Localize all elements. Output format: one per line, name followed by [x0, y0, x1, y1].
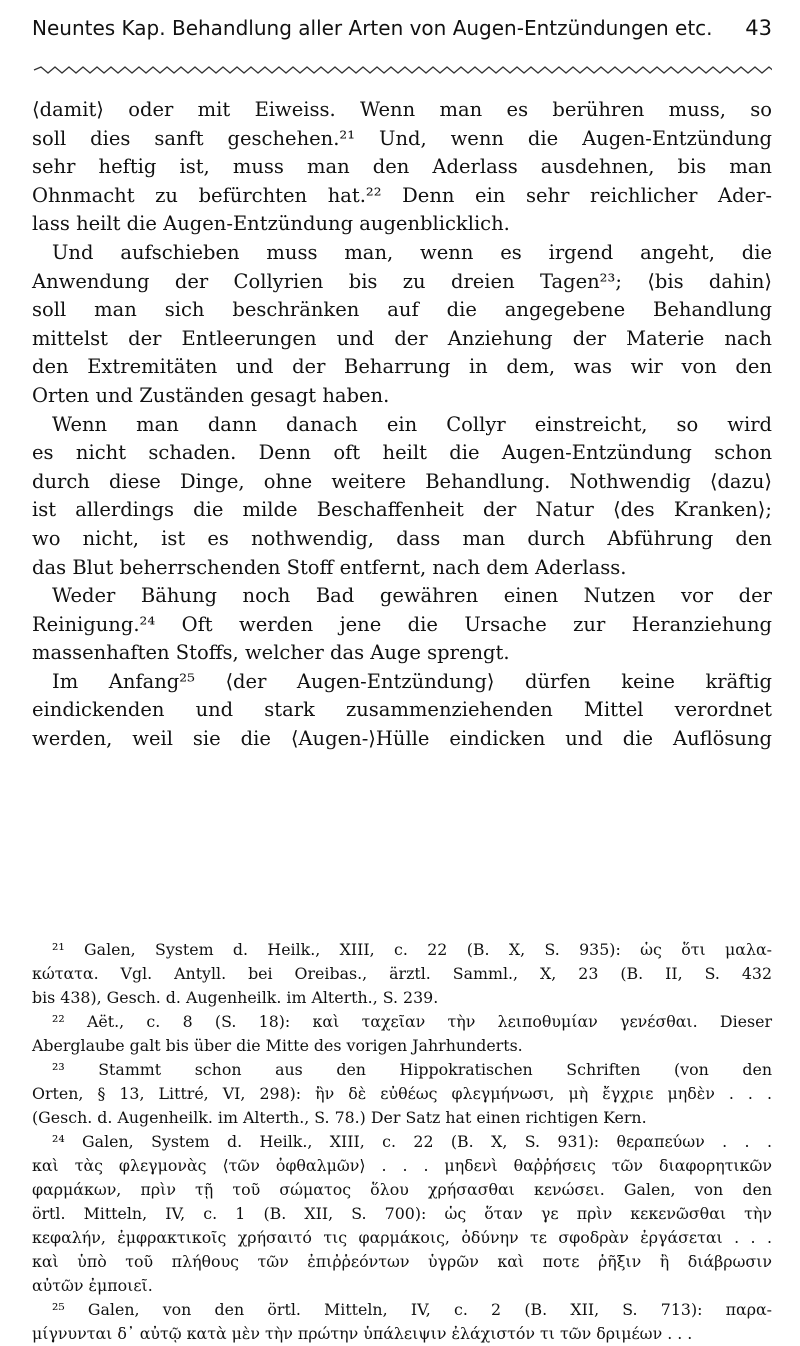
text-line: den Extremitäten und der Beharrung in dem, was wir von den [32, 355, 772, 379]
text-line: Wenn man dann danach ein Collyr einstreicht, so wird [52, 412, 772, 436]
footnote-line: φαρμάκων, πρὶν τῇ τοῦ σώματος ὅλου χρήσασθαι κενώσει. Galen, von den [32, 1180, 772, 1199]
text-line: Und aufschieben muss man, wenn es irgend angeht, die [52, 240, 772, 264]
footnotes [32, 938, 772, 1346]
text-line: lass heilt die Augen-Entzündung augenblicklich. [32, 212, 510, 236]
text-line: wo nicht, ist es nothwendig, dass man durch Abführung den [32, 526, 772, 550]
decorative-wavy-rule [32, 64, 772, 76]
footnote-line: Aberglaube galt bis über die Mitte des vorigen Jahrhunderts. [32, 1036, 523, 1055]
footnote-line: κώτατα. Vgl. Antyll. bei Oreibas., ärztl. Samml., X, 23 (B. II, S. 432 [32, 964, 772, 983]
text-line: soll dies sanft geschehen.²¹ Und, wenn die Augen-Entzündung [32, 126, 772, 150]
text-line: Ohnmacht zu befürchten hat.²² Denn ein sehr reichlicher Ader- [32, 183, 772, 207]
footnote-line: ²⁴ Galen, System d. Heilk., XIII, c. 22 (B. X, S. 931): θεραπεύων . . . [52, 1132, 772, 1151]
text-line: durch diese Dinge, ohne weitere Behandlung. Nothwendig ⟨dazu⟩ [32, 469, 772, 493]
text-line: sehr heftig ist, muss man den Aderlass ausdehnen, bis man [32, 155, 772, 179]
footnote-line: μίγνυνται δ᾽ αὐτῷ κατὰ μὲν τὴν πρώτην ὑπάλειψιν ἐλάχιστόν τι τῶν δριμέων . . . [32, 1324, 693, 1343]
footnote-line: αὐτῶν ἐμποιεῖ. [32, 1276, 153, 1295]
text-line: werden, weil sie die ⟨Augen-⟩Hülle eindicken und die Auflösung [32, 727, 772, 751]
footnote-line: κεφαλήν, ἐμφρακτικοῖς χρήσαιτό τις φαρμάκοις, ὀδύνην τε σφοδρὰν ἐργάσεται . . . [32, 1228, 772, 1247]
text-line: das Blut beherrschenden Stoff entfernt, nach dem Aderlass. [32, 555, 627, 579]
text-line: eindickenden und stark zusammenziehenden Mittel verordnet [32, 698, 772, 722]
text-line: Orten und Zuständen gesagt haben. [32, 383, 390, 407]
text-line: ⟨damit⟩ oder mit Eiweiss. Wenn man es berühren muss, so [32, 98, 772, 121]
running-header [32, 12, 772, 44]
text-line: Anwendung der Collyrien bis zu dreien Tagen²³; ⟨bis dahin⟩ [32, 269, 772, 293]
footnote-line: örtl. Mitteln, IV, c. 1 (B. XII, S. 700): ὡς ὅταν γε πρὶν κεκενῶσθαι τὴν [32, 1204, 772, 1223]
main-text [32, 96, 772, 754]
footnote-line: καὶ ὑπὸ τοῦ πλήθους τῶν ἐπιῤῥεόντων ὑγρῶν καὶ ποτε ῥῆξιν ἢ διάβρωσιν [32, 1252, 772, 1271]
text-line: es nicht schaden. Denn oft heilt die Augen-Entzündung schon [32, 441, 772, 465]
footnote-line: (Gesch. d. Augenheilk. im Alterth., S. 78.) Der Satz hat einen richtigen Kern. [32, 1108, 647, 1127]
text-line: soll man sich beschränken auf die angegebene Behandlung [32, 298, 772, 322]
footnote-line: Orten, § 13, Littré, VI, 298): ἢν δὲ εὐθέως φλεγμήνωσι, μὴ ἔγχριε μηδὲν . . . [32, 1084, 772, 1103]
text-line: ist allerdings die milde Beschaffenheit der Natur ⟨des Kranken⟩; [32, 498, 772, 522]
footnote-line: καὶ τὰς φλεγμονὰς ⟨τῶν ὀφθαλμῶν⟩ . . . μηδενὶ θαῤῥήσεις τῶν διαφορητικῶν [32, 1156, 772, 1175]
footnote-line: ²² Aët., c. 8 (S. 18): καὶ ταχεῖαν τὴν λειποθυμίαν γενέσθαι. Dieser [52, 1012, 772, 1031]
text-line: Weder Bähung noch Bad gewähren einen Nutzen vor der [52, 584, 772, 608]
chapter-title: Neuntes Kap. Behandlung aller Arten von Augen-Entzündungen etc. [32, 16, 713, 40]
footnote-line: ²⁵ Galen, von den örtl. Mitteln, IV, c. 2 (B. XII, S. 713): παρα- [52, 1300, 772, 1319]
text-line: mittelst der Entleerungen und der Anziehung der Materie nach [32, 326, 772, 350]
text-line: Reinigung.²⁴ Oft werden jene die Ursache zur Heranziehung [32, 612, 772, 636]
page-number: 43 [745, 16, 772, 40]
text-line: massenhaften Stoffs, welcher das Auge sprengt. [32, 641, 510, 665]
footnote-line: ²¹ Galen, System d. Heilk., XIII, c. 22 (B. X, S. 935): ὡς ὅτι μαλα- [52, 940, 772, 959]
text-line: Im Anfang²⁵ ⟨der Augen-Entzündung⟩ dürfen keine kräftig [52, 669, 772, 693]
footnote-line: ²³ Stammt schon aus den Hippokratischen Schriften (von den [52, 1060, 772, 1079]
footnote-line: bis 438), Gesch. d. Augenheilk. im Alterth., S. 239. [32, 988, 439, 1007]
